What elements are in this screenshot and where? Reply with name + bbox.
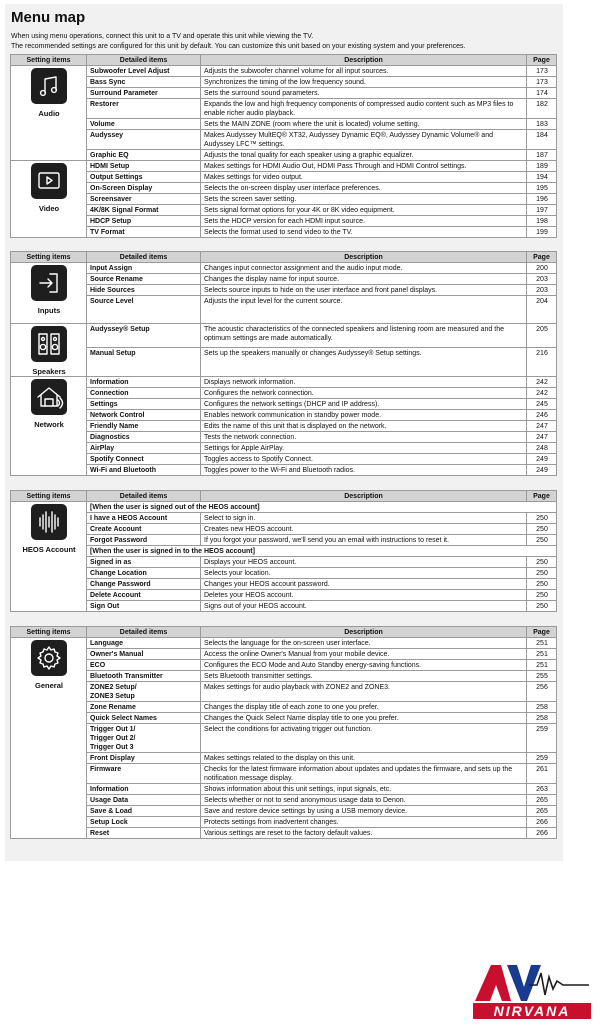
col-page: Page [527,627,557,638]
table-row [11,724,557,753]
table-row [11,806,557,817]
item-description: Select the conditions for activating trigger out function. [201,724,527,753]
page-title: Menu map [11,9,86,26]
item-description: Synchronizes the timing of the low frequency sound. [201,77,527,88]
table-row [11,713,557,724]
page-number: 250 [527,535,557,546]
detailed-item: Trigger Out 1/ Trigger Out 2/ Trigger Out 3 [87,724,201,753]
page-number: 247 [527,421,557,432]
page-number: 198 [527,216,557,227]
page-number: 195 [527,183,557,194]
detailed-item: Settings [87,399,201,410]
detailed-item: Firmware [87,764,201,784]
page-number: 173 [527,66,557,77]
table-row [11,513,557,524]
page-number: 183 [527,119,557,130]
detailed-item: Forgot Password [87,535,201,546]
page-number: 216 [527,348,557,377]
detailed-item: Input Assign [87,263,201,274]
detailed-item: Manual Setup [87,348,201,377]
detailed-item: Reset [87,828,201,839]
table-row [11,557,557,568]
item-description: Displays your HEOS account. [201,557,527,568]
table-row [11,161,557,172]
intro-line-2: The recommended settings are configured for this unit by default. You can customize this unit based on your existing system and your preferences. [11,43,466,50]
table-header-row [11,252,557,263]
page-number: 197 [527,205,557,216]
table-row [11,263,557,274]
col-description: Description [201,627,527,638]
col-detailed-items: Detailed items [87,252,201,263]
detailed-item: Connection [87,388,201,399]
item-description: Signs out of your HEOS account. [201,601,527,612]
page-number: 187 [527,150,557,161]
col-description: Description [201,491,527,502]
item-description: Selects whether or not to send anonymous usage data to Denon. [201,795,527,806]
table-header-row [11,55,557,66]
page-number: 203 [527,285,557,296]
item-description: Adjusts the input level for the current source. [201,296,527,324]
table-row [11,443,557,454]
detailed-item: HDMI Setup [87,161,201,172]
page-number: 265 [527,795,557,806]
item-description: Selects the format used to send video to the TV. [201,227,527,238]
table-row [11,702,557,713]
category-cell-audio [11,66,87,161]
category-label-heos: HEOS Account [22,545,76,554]
network-house-icon [30,378,68,416]
detailed-item: Bluetooth Transmitter [87,671,201,682]
col-detailed-items: Detailed items [87,491,201,502]
page-number: 204 [527,296,557,324]
item-description: Changes the display name for input source. [201,274,527,285]
detailed-item: Save & Load [87,806,201,817]
page-number: 250 [527,579,557,590]
menu-table-audio-video [10,54,557,238]
col-page: Page [527,491,557,502]
page-number: 184 [527,130,557,150]
page-number: 205 [527,324,557,348]
category-cell-heos [11,502,87,612]
page-number: 261 [527,764,557,784]
table-row [11,66,557,77]
item-description: Creates new HEOS account. [201,524,527,535]
table-row [11,227,557,238]
page-number: 249 [527,465,557,476]
detailed-item: Setup Lock [87,817,201,828]
av-nirvana-logo [471,959,593,1021]
item-description: Sets the MAIN ZONE (room where the unit is located) volume setting. [201,119,527,130]
item-description: Changes the display title of each zone to one you prefer. [201,702,527,713]
page-number: 265 [527,806,557,817]
col-page: Page [527,252,557,263]
col-description: Description [201,252,527,263]
detailed-item: Output Settings [87,172,201,183]
col-setting-items: Setting items [11,491,87,502]
table-row [11,348,557,377]
detailed-item: Source Level [87,296,201,324]
col-page: Page [527,55,557,66]
svg-text:NIRVANA: NIRVANA [493,1003,571,1019]
detailed-item: Audyssey [87,130,201,150]
category-label-speakers: Speakers [32,367,66,376]
category-cell-speakers [11,324,87,377]
detailed-item: Diagnostics [87,432,201,443]
menu-table-general [10,626,557,839]
detailed-item: Network Control [87,410,201,421]
item-description: Save and restore device settings by using a USB memory device. [201,806,527,817]
page-number: 250 [527,590,557,601]
item-description: Selects the language for the on-screen user interface. [201,638,527,649]
category-label-general: General [35,681,63,690]
page-number: 258 [527,713,557,724]
detailed-item: Restorer [87,99,201,119]
item-description: Makes settings for video output. [201,172,527,183]
item-description: Changes your HEOS account password. [201,579,527,590]
table-row [11,77,557,88]
detailed-item: Information [87,377,201,388]
item-description: Adjusts the subwoofer channel volume for all input sources. [201,66,527,77]
table-row [11,784,557,795]
table-row [11,274,557,285]
table-row [11,817,557,828]
page-number: 258 [527,702,557,713]
item-description: Selects source inputs to hide on the user interface and front panel displays. [201,285,527,296]
detailed-item: Usage Data [87,795,201,806]
detailed-item: Audyssey® Setup [87,324,201,348]
gear-icon [30,639,68,677]
item-description: Access the online Owner's Manual from your mobile device. [201,649,527,660]
item-description: Displays network information. [201,377,527,388]
page-number: 266 [527,817,557,828]
item-description: Checks for the latest firmware information about updates and updates the firmware, and sets up the notification message display. [201,764,527,784]
col-detailed-items: Detailed items [87,55,201,66]
table-row [11,601,557,612]
table-header-row [11,491,557,502]
table-row [11,119,557,130]
table-row [11,205,557,216]
page-number: 259 [527,753,557,764]
table-row [11,764,557,784]
table-row [11,638,557,649]
item-description: Configures the network settings (DHCP and IP address). [201,399,527,410]
page-number: 196 [527,194,557,205]
table-row [11,399,557,410]
table-row [11,465,557,476]
table-row [11,183,557,194]
table-row [11,172,557,183]
table-row [11,99,557,119]
table-row [11,285,557,296]
page-number: 259 [527,724,557,753]
category-cell-video [11,161,87,238]
detailed-item: On-Screen Display [87,183,201,194]
item-description: Selects the on-screen display user interface preferences. [201,183,527,194]
detailed-item: Delete Account [87,590,201,601]
page-number: 256 [527,682,557,702]
detailed-item: Surround Parameter [87,88,201,99]
detailed-item: Subwoofer Level Adjust [87,66,201,77]
page-number: 174 [527,88,557,99]
page-number: 203 [527,274,557,285]
item-description: Sets Bluetooth transmitter settings. [201,671,527,682]
detailed-item: Hide Sources [87,285,201,296]
table-row [11,410,557,421]
detailed-item: Zone Rename [87,702,201,713]
item-description: Changes the Quick Select Name display title to one you prefer. [201,713,527,724]
table-row [11,421,557,432]
detailed-item: Sign Out [87,601,201,612]
item-description: Sets up the speakers manually or changes Audyssey® Setup settings. [201,348,527,377]
detailed-item: AirPlay [87,443,201,454]
page-number: 263 [527,784,557,795]
item-description: Edits the name of this unit that is displayed on the network. [201,421,527,432]
page-number: 250 [527,557,557,568]
page-number: 250 [527,513,557,524]
table-row [11,88,557,99]
item-description: The acoustic characteristics of the connected speakers and listening room are measured and the optimum settings are made automatically. [201,324,527,348]
table-subheader-row [11,546,557,557]
table-subheader-row [11,502,557,513]
item-description: Settings for Apple AirPlay. [201,443,527,454]
item-description: Various settings are reset to the factory default values. [201,828,527,839]
page-number: 173 [527,77,557,88]
item-description: Enables network communication in standby power mode. [201,410,527,421]
detailed-item: Screensaver [87,194,201,205]
table-row [11,377,557,388]
heos-state-header: [When the user is signed in to the HEOS account] [87,546,557,557]
category-label-inputs: Inputs [37,306,61,315]
page-number: 255 [527,671,557,682]
item-description: Configures the ECO Mode and Auto Standby energy-saving functions. [201,660,527,671]
detailed-item: ECO [87,660,201,671]
page-number: 250 [527,601,557,612]
detailed-item: HDCP Setup [87,216,201,227]
page-number: 189 [527,161,557,172]
item-description: Makes settings for audio playback with ZONE2 and ZONE3. [201,682,527,702]
col-setting-items: Setting items [11,252,87,263]
heos-state-header: [When the user is signed out of the HEOS account] [87,502,557,513]
table-row [11,524,557,535]
col-setting-items: Setting items [11,55,87,66]
table-row [11,150,557,161]
page-number: 242 [527,377,557,388]
category-label-network: Network [34,420,64,429]
table-row [11,649,557,660]
table-row [11,590,557,601]
item-description: Shows information about this unit settings, input signals, etc. [201,784,527,795]
table-row [11,671,557,682]
page-number: 266 [527,828,557,839]
menu-table-inputs-speakers-network [10,251,557,476]
detailed-item: Change Location [87,568,201,579]
detailed-item: 4K/8K Signal Format [87,205,201,216]
heos-icon [30,503,68,541]
table-row [11,216,557,227]
detailed-item: Signed in as [87,557,201,568]
page-number: 251 [527,649,557,660]
page-number: 182 [527,99,557,119]
detailed-item: ZONE2 Setup/ ZONE3 Setup [87,682,201,702]
table-row [11,568,557,579]
category-label-video: Video [38,204,60,213]
page-number: 251 [527,660,557,671]
page-number: 242 [527,388,557,399]
play-screen-icon [30,162,68,200]
page-number: 245 [527,399,557,410]
detailed-item: I have a HEOS Account [87,513,201,524]
detailed-item: Language [87,638,201,649]
table-row [11,194,557,205]
item-description: Tests the network connection. [201,432,527,443]
item-description: Makes settings for HDMI Audio Out, HDMI Pass Through and HDMI Control settings. [201,161,527,172]
table-row [11,753,557,764]
input-arrow-icon [30,264,68,302]
detailed-item: Bass Sync [87,77,201,88]
detailed-item: Spotify Connect [87,454,201,465]
item-description: Configures the network connection. [201,388,527,399]
page-number: 250 [527,524,557,535]
detailed-item: Wi-Fi and Bluetooth [87,465,201,476]
category-cell-inputs [11,263,87,324]
detailed-item: Graphic EQ [87,150,201,161]
table-row [11,324,557,348]
page-number: 250 [527,568,557,579]
speakers-icon [30,325,68,363]
table-row [11,579,557,590]
table-row [11,828,557,839]
detailed-item: Create Account [87,524,201,535]
intro-line-1: When using menu operations, connect this unit to a TV and operate this unit while viewing the TV. [11,33,314,40]
intro-text [11,32,566,52]
detailed-item: Volume [87,119,201,130]
table-row [11,130,557,150]
category-label-audio: Audio [38,109,60,118]
page-number: 194 [527,172,557,183]
menu-table-heos [10,490,557,612]
item-description: Protects settings from inadvertent changes. [201,817,527,828]
category-cell-general [11,638,87,839]
table-row [11,535,557,546]
table-row [11,660,557,671]
item-description: Toggles power to the Wi-Fi and Bluetooth radios. [201,465,527,476]
detailed-item: Change Password [87,579,201,590]
music-note-icon [30,67,68,105]
detailed-item: Owner's Manual [87,649,201,660]
item-description: Makes Audyssey MultEQ® XT32, Audyssey Dynamic EQ®, Audyssey Dynamic Volume® and Audyssey LFC™ settings. [201,130,527,150]
item-description: Makes settings related to the display on this unit. [201,753,527,764]
page-number: 251 [527,638,557,649]
col-setting-items: Setting items [11,627,87,638]
table-row [11,454,557,465]
item-description: If you forgot your password, we'll send you an email with instructions to reset it. [201,535,527,546]
detailed-item: Friendly Name [87,421,201,432]
table-row [11,682,557,702]
detailed-item: Quick Select Names [87,713,201,724]
table-row [11,795,557,806]
item-description: Adjusts the tonal quality for each speaker using a graphic equalizer. [201,150,527,161]
item-description: Sets the screen saver setting. [201,194,527,205]
item-description: Expands the low and high frequency components of compressed audio content such as MP3 files to enable richer audio playback. [201,99,527,119]
item-description: Toggles access to Spotify Connect. [201,454,527,465]
category-cell-network [11,377,87,476]
page-number: 247 [527,432,557,443]
page-number: 199 [527,227,557,238]
item-description: Sets the HDCP version for each HDMI input source. [201,216,527,227]
page-number: 249 [527,454,557,465]
page-number: 246 [527,410,557,421]
item-description: Sets the surround sound parameters. [201,88,527,99]
col-detailed-items: Detailed items [87,627,201,638]
page-number: 200 [527,263,557,274]
table-row [11,388,557,399]
detailed-item: Information [87,784,201,795]
table-header-row [11,627,557,638]
col-description: Description [201,55,527,66]
detailed-item: Front Display [87,753,201,764]
detailed-item: TV Format [87,227,201,238]
item-description: Changes input connector assignment and the audio input mode. [201,263,527,274]
table-row [11,432,557,443]
item-description: Select to sign in. [201,513,527,524]
item-description: Deletes your HEOS account. [201,590,527,601]
detailed-item: Source Rename [87,274,201,285]
item-description: Selects your location. [201,568,527,579]
table-row [11,296,557,324]
page-number: 248 [527,443,557,454]
item-description: Sets signal format options for your 4K or 8K video equipment. [201,205,527,216]
